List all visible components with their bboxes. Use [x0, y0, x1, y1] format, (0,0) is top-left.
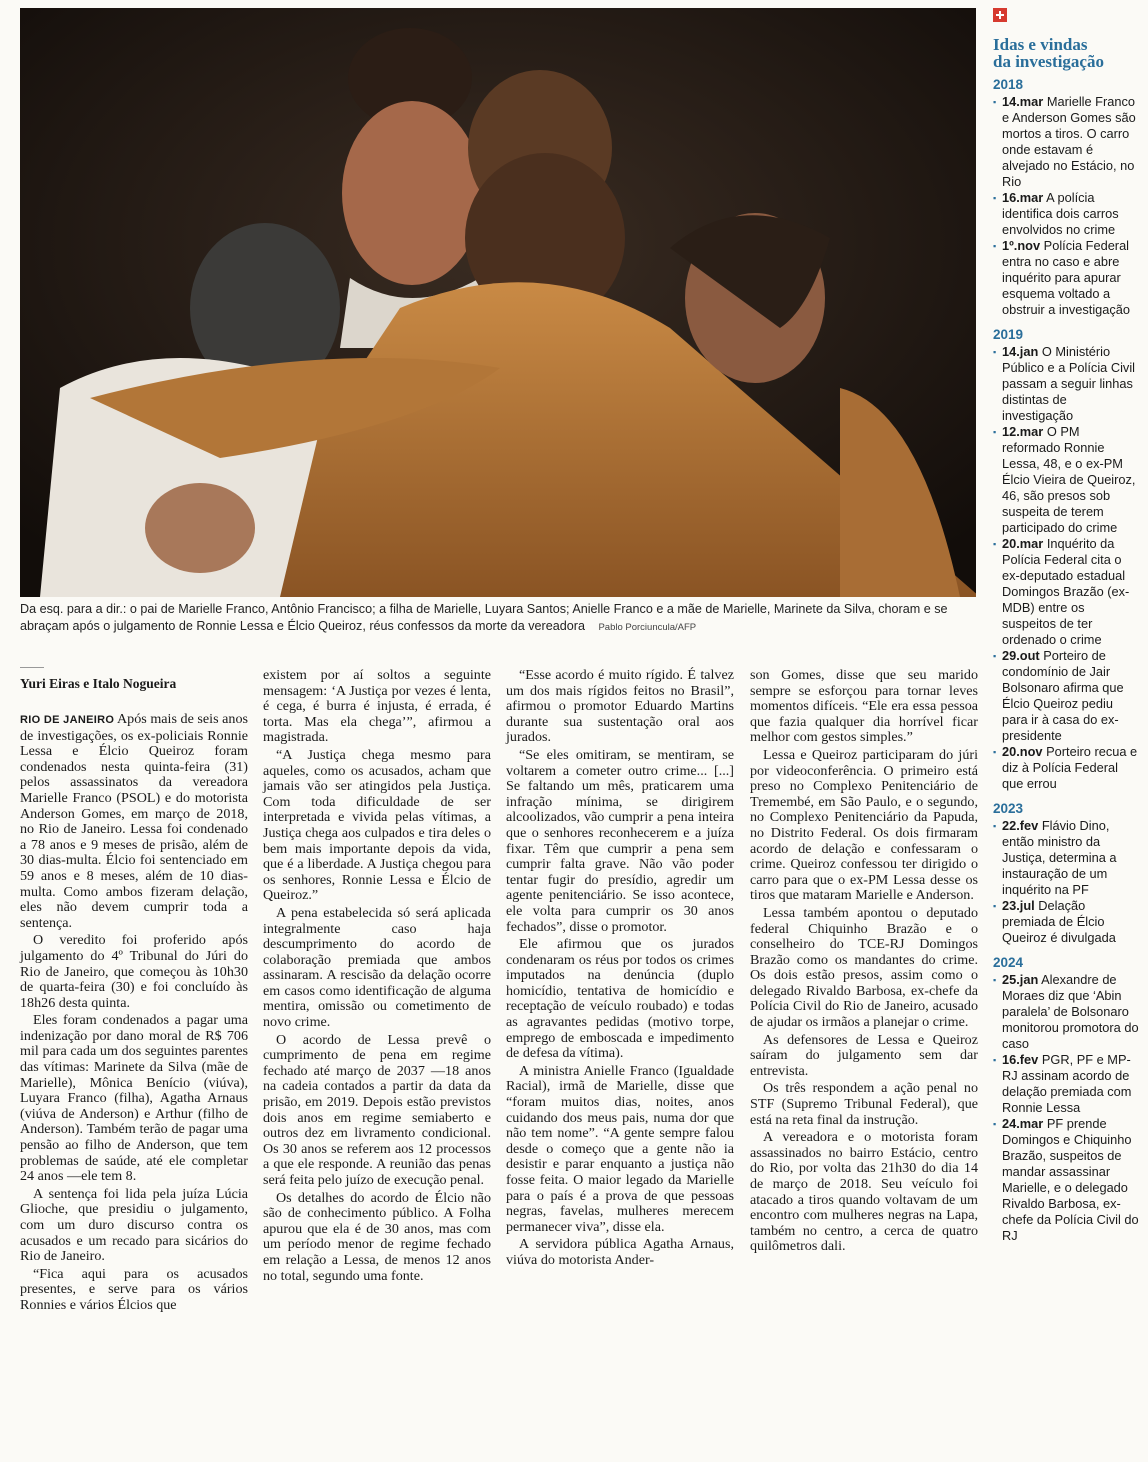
- timeline-year-2023: [993, 801, 1141, 946]
- article-paragraph: son Gomes, disse que seu marido sempre se esforçou para tornar leves momentos difíceis. “Ele era essa pessoa que fazia qualquer dia horrível ficar melhor com gestos simples.”: [750, 667, 978, 746]
- timeline-item: ▪ 16.mar A polícia identifica dois carros envolvidos no crime: [993, 190, 1141, 238]
- article-paragraph: Lessa também apontou o deputado federal Chiquinho Brazão e o conselheiro do TCE-RJ Domingos Brazão como os mandantes do crime. Os dois estão presos, assim como o delegado Rivaldo Barbosa, ex-chefe da Polícia Civil do Rio de Janeiro, acusado de ajudar os irmãos a planejar o crime.: [750, 904, 978, 1031]
- article-paragraph: RIO DE JANEIRO Após mais de seis anos de investigações, os ex-policiais Ronnie Lessa e Élcio Queiroz foram condenados nesta quinta-feira (31) pelos assassinatos da vereadora Marielle Franco (PSOL) e do motorista Anderson Gomes, em março de 2018, no Rio de Janeiro. Lessa foi condenado a 78 anos e 9 meses de prisão, além de 30 dias-multa. Élcio foi sentenciado em 59 anos e 8 meses, além de 10 dias-multa. Como ambos fizeram delação, eles não devem cumprir toda a sentença.: [20, 711, 248, 931]
- timeline-year-2018: [993, 77, 1141, 318]
- photo-credit: Pablo Porciuncula/AFP: [598, 622, 697, 633]
- photo-illustration: [20, 8, 976, 597]
- timeline-title: Idas e vindas da investigação: [993, 35, 1104, 71]
- news-photo: [20, 8, 976, 597]
- timeline-item: ▪ 25.jan Alexandre de Moraes diz que ‘Abin paralela’ de Bolsonaro monitorou promotora do caso: [993, 972, 1141, 1052]
- caption-text: Da esq. para a dir.: o pai de Marielle Franco, Antônio Francisco; a filha de Marielle, Luyara Santos; Anielle Franco e a mãe de Marielle, Marinete da Silva, choram e se abraçam após o julgamento de Ronnie Lessa e Élcio Queiroz, réus confessos da morte da vereadora: [20, 602, 948, 633]
- article-column-3: [506, 668, 734, 1271]
- timeline-item: ▪ 20.mar Inquérito da Polícia Federal cita o ex-deputado estadual Domingos Brazão (ex-MDB) entre os suspeitos de ter ordenado o crime: [993, 536, 1141, 648]
- article-paragraph: Os três respondem a ação penal no STF (Supremo Tribunal Federal), que está na reta final da instrução.: [750, 1080, 978, 1128]
- timeline-year-label: 2023: [993, 801, 1024, 816]
- timeline-item: ▪ 22.fev Flávio Dino, então ministro da Justiça, determina a instauração de um inquérito na PF: [993, 818, 1141, 898]
- byline-rule: [20, 667, 44, 668]
- article-paragraph: “Se eles omitiram, se mentiram, se voltarem a cometer outro crime... [...] Se faltando um mês, praticarem uma infração mínima, se dirigirem alcoolizados, vão cumprir a pena inteira que o senhores reconhecerem e a juíza fixar. Têm que cumprir a pena sem cumprir falta grave. Não vão poder tentar fugir do presídio, agredir um agente penitenciário. Se isso acontece, ele volta para cumprir os 30 anos fechados”, disse o promotor.: [506, 746, 734, 935]
- article-paragraph: A pena estabelecida só será aplicada integralmente caso haja descumprimento do acordo de colaboração premiada que ambos assinaram. A rescisão da delação ocorre em casos como identificação de alguma mentira, omissão ou cometimento de novo crime.: [263, 904, 491, 1031]
- article-paragraph: A vereadora e o motorista foram assassinados no bairro Estácio, centro do Rio, por volta das 21h30 do dia 14 de março de 2018. Seu veículo foi atacado a tiros quando voltavam de um encontro com mulheres negras na Lapa, também no centro, a cerca de quatro quilômetros dali.: [750, 1129, 978, 1255]
- article-paragraph: “Fica aqui para os acusados presentes, e serve para os vários Ronnies e vários Élcios que: [20, 1265, 248, 1313]
- article-paragraph: A sentença foi lida pela juíza Lúcia Glioche, que presidiu o julgamento, com um duro discurso contra os acusados e um recado para sicários do Rio de Janeiro.: [20, 1185, 248, 1265]
- timeline-item: ▪ 23.jul Delação premiada de Élcio Queiroz é divulgada: [993, 898, 1141, 946]
- timeline-item: ▪ 14.mar Marielle Franco e Anderson Gomes são mortos a tiros. O carro onde estavam é alvejado no Estácio, no Rio: [993, 94, 1141, 190]
- timeline-year-label: 2018: [993, 77, 1024, 92]
- article-paragraph: A ministra Anielle Franco (Igualdade Racial), irmã de Marielle, disse que “foram muitos dias, noites, anos cuidando dos meus pais, numa dor que não tem nome”. “A gente sempre falou desde o começo que a gente não ia desistir e parar enquanto a justiça não fosse feita. O maior legado da Marielle para o país é a prova de que pessoas negras, favelas, mulheres merecem permanecer viva”, disse ela.: [506, 1062, 734, 1235]
- timeline-item: ▪ 29.out Porteiro de condomínio de Jair Bolsonaro afirma que Élcio Queiroz pediu para ir à casa do ex-presidente: [993, 648, 1141, 744]
- article-paragraph: Os detalhes do acordo de Élcio não são de conhecimento público. A Folha apurou que ela é de 30 anos, mas com um período menor de regime fechado em relação a Lessa, de menos 12 anos no total, segundo uma fonte.: [263, 1189, 491, 1284]
- photo-caption: [20, 601, 976, 636]
- timeline-item: ▪ 20.nov Porteiro recua e diz à Polícia Federal que errou: [993, 744, 1141, 792]
- article-paragraph: A servidora pública Agatha Arnaus, viúva do motorista Ander-: [506, 1236, 734, 1268]
- article-paragraph: As defensores de Lessa e Queiroz saíram do julgamento sem dar entrevista.: [750, 1031, 978, 1079]
- article-paragraph: Eles foram condenados a pagar uma indenização por dano moral de R$ 706 mil para cada um dos seguintes parentes das vítimas: Marinete da Silva (mãe de Marielle), Mônica Benício (viúva), Luyara Franco (filha), Agatha Arnaus (viúva de Anderson) e Arthur (filho de Anderson). Também terão de pagar uma pensão ao filho de Anderson, que tem problemas de saúde, até ele completar 24 anos —ele tem 8.: [20, 1012, 248, 1185]
- timeline-year-2019: [993, 327, 1141, 792]
- dateline: RIO DE JANEIRO: [20, 714, 115, 726]
- timeline-item: ▪ 14.jan O Ministério Público e a Polícia Civil passam a seguir linhas distintas de investigação: [993, 344, 1141, 424]
- timeline-item: ▪ 24.mar PF prende Domingos e Chiquinho Brazão, suspeitos de mandar assassinar Marielle, e o delegado Rivaldo Barbosa, ex-chefe da Polícia Civil do RJ: [993, 1116, 1141, 1244]
- article-paragraph: existem por aí soltos a seguinte mensagem: ‘A Justiça por vezes é lenta, é cega, é burra é injusta, é errada, é torta. Mas ela chega’”, afirmou a magistrada.: [263, 667, 491, 746]
- timeline-item: ▪ 16.fev PGR, PF e MP-RJ assinam acordo de delação premiada com Ronnie Lessa: [993, 1052, 1141, 1116]
- timeline-year-2024: [993, 955, 1141, 1244]
- article-column-4: [750, 668, 978, 1257]
- article-paragraph: Lessa e Queiroz participaram do júri por videoconferência. O primeiro está preso no Complexo Penitenciário de Tremembé, em São Paulo, e o segundo, no Complexo Penitenciário da Papuda, no Distrito Federal. Os dois firmaram acordo de delação e confessaram o crime. Queiroz confessou ter dirigido o carro para que o ex-PM Lessa desse os tiros que mataram Marielle e Anderson.: [750, 746, 978, 904]
- article-paragraph: Ele afirmou que os jurados condenaram os réus por todos os crimes imputados na denúncia (duplo homicídio, tentativa de homicídio e receptação de veículo roubado) e todas as agravantes pedidas (motivo torpe, emprego de emboscada e impedimento de defesa da vítima).: [506, 936, 734, 1062]
- timeline-sidebar: [993, 8, 1141, 1244]
- article-paragraph: O veredito foi proferido após julgamento do 4º Tribunal do Júri do Rio de Janeiro, que começou às 10h30 de quarta-feira (30) e foi concluído às 18h26 desta quinta.: [20, 932, 248, 1011]
- article-paragraph: “A Justiça chega mesmo para aqueles, como os acusados, acham que jamais vão ser atingidos pela Justiça. Com toda dificuldade de ser interpretada e vivida pelas vítimas, a Justiça chega aos culpados e tira deles o bem mais importante depois da vida, que é a liberdade. A Justiça chegou para os senhores, Ronnie Lessa e Élcio de Queiroz.”: [263, 746, 491, 904]
- timeline-year-label: 2019: [993, 327, 1024, 342]
- timeline-year-label: 2024: [993, 955, 1024, 970]
- timeline-item: ▪ 1º.nov Polícia Federal entra no caso e abre inquérito para apurar esquema voltado a obstruir a investigação: [993, 238, 1141, 318]
- article-paragraph: O acordo de Lessa prevê o cumprimento de pena em regime fechado até março de 2037 —18 anos na cadeia contados a partir da data da prisão, em 2019. Depois estão previstos dois anos em regime semiaberto e outros dez em livramento condicional. Os 30 anos se referem aos 12 processos a que ele responde. A reunião das penas será feita pelo juízo de execução penal.: [263, 1031, 491, 1188]
- swiss-cross-icon: [993, 8, 1007, 22]
- byline: Yuri Eiras e Italo Nogueira: [20, 676, 177, 691]
- article-column-1: [20, 712, 248, 1316]
- timeline-item: ▪ 12.mar O PM reformado Ronnie Lessa, 48, e o ex-PM Élcio Vieira de Queiroz, 46, são presos sob suspeita de terem participado do crime: [993, 424, 1141, 536]
- article-column-2: [263, 668, 491, 1286]
- article-paragraph: “Esse acordo é muito rígido. É talvez um dos mais rígidos feitos no Brasil”, afirmou o promotor Eduardo Martins durante sua sustentação oral aos jurados.: [506, 667, 734, 746]
